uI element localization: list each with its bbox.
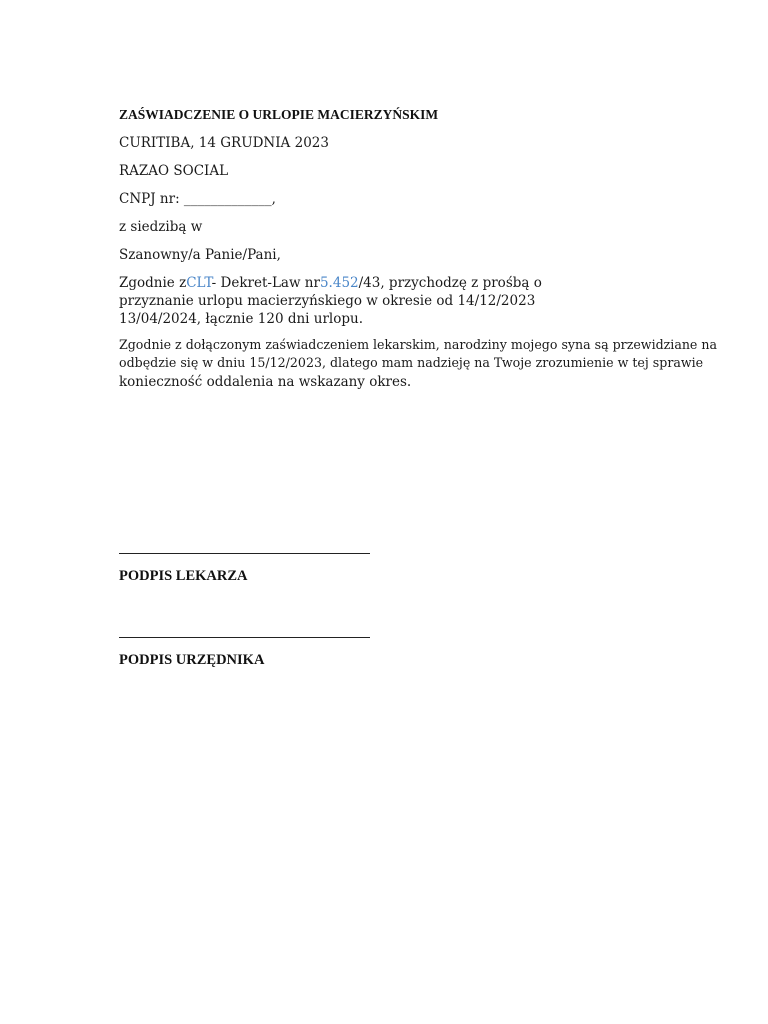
document-title: ZAŚWIADCZENIE O URLOPIE MACIERZYŃSKIM: [119, 107, 439, 122]
doctor-signature-line: [119, 553, 370, 554]
paragraph1-line2: przyznanie urlopu macierzyńskiego w okresie od 14/12/2023: [119, 293, 536, 309]
cnpj-line: CNPJ nr: _____________,: [119, 191, 276, 207]
place-date: CURITIBA, 14 GRUDNIA 2023: [119, 135, 329, 151]
paragraph2-line3: konieczność oddalenia na wskazany okres.: [119, 374, 412, 390]
salutation: Szanowny/a Panie/Pani,: [119, 247, 281, 263]
decree-number-link[interactable]: 5.452: [319, 275, 359, 291]
paragraph1-suffix: /43, przychodzę z prośbą o: [358, 275, 542, 291]
paragraph1-line1: [119, 274, 542, 292]
clerk-signature-line: [119, 637, 370, 638]
clerk-signature-label: PODPIS URZĘDNIKA: [119, 652, 265, 668]
paragraph2-line2: odbędzie się w dniu 15/12/2023, dlatego mam nadzieję na Twoje zrozumienie w tej sprawie: [119, 355, 704, 370]
paragraph1-line3: 13/04/2024, łącznie 120 dni urlopu.: [119, 311, 364, 327]
paragraph1-prefix: Zgodnie z: [119, 275, 187, 291]
seat-line: z siedzibą w: [119, 219, 203, 235]
paragraph2-line1: Zgodnie z dołączonym zaświadczeniem lekarskim, narodziny mojego syna są przewidziane na: [119, 337, 718, 352]
paragraph1-mid: - Dekret-Law nr: [211, 275, 320, 291]
company-name: RAZAO SOCIAL: [119, 163, 229, 179]
clt-link[interactable]: CLT: [186, 275, 212, 291]
doctor-signature-label: PODPIS LEKARZA: [119, 568, 248, 584]
